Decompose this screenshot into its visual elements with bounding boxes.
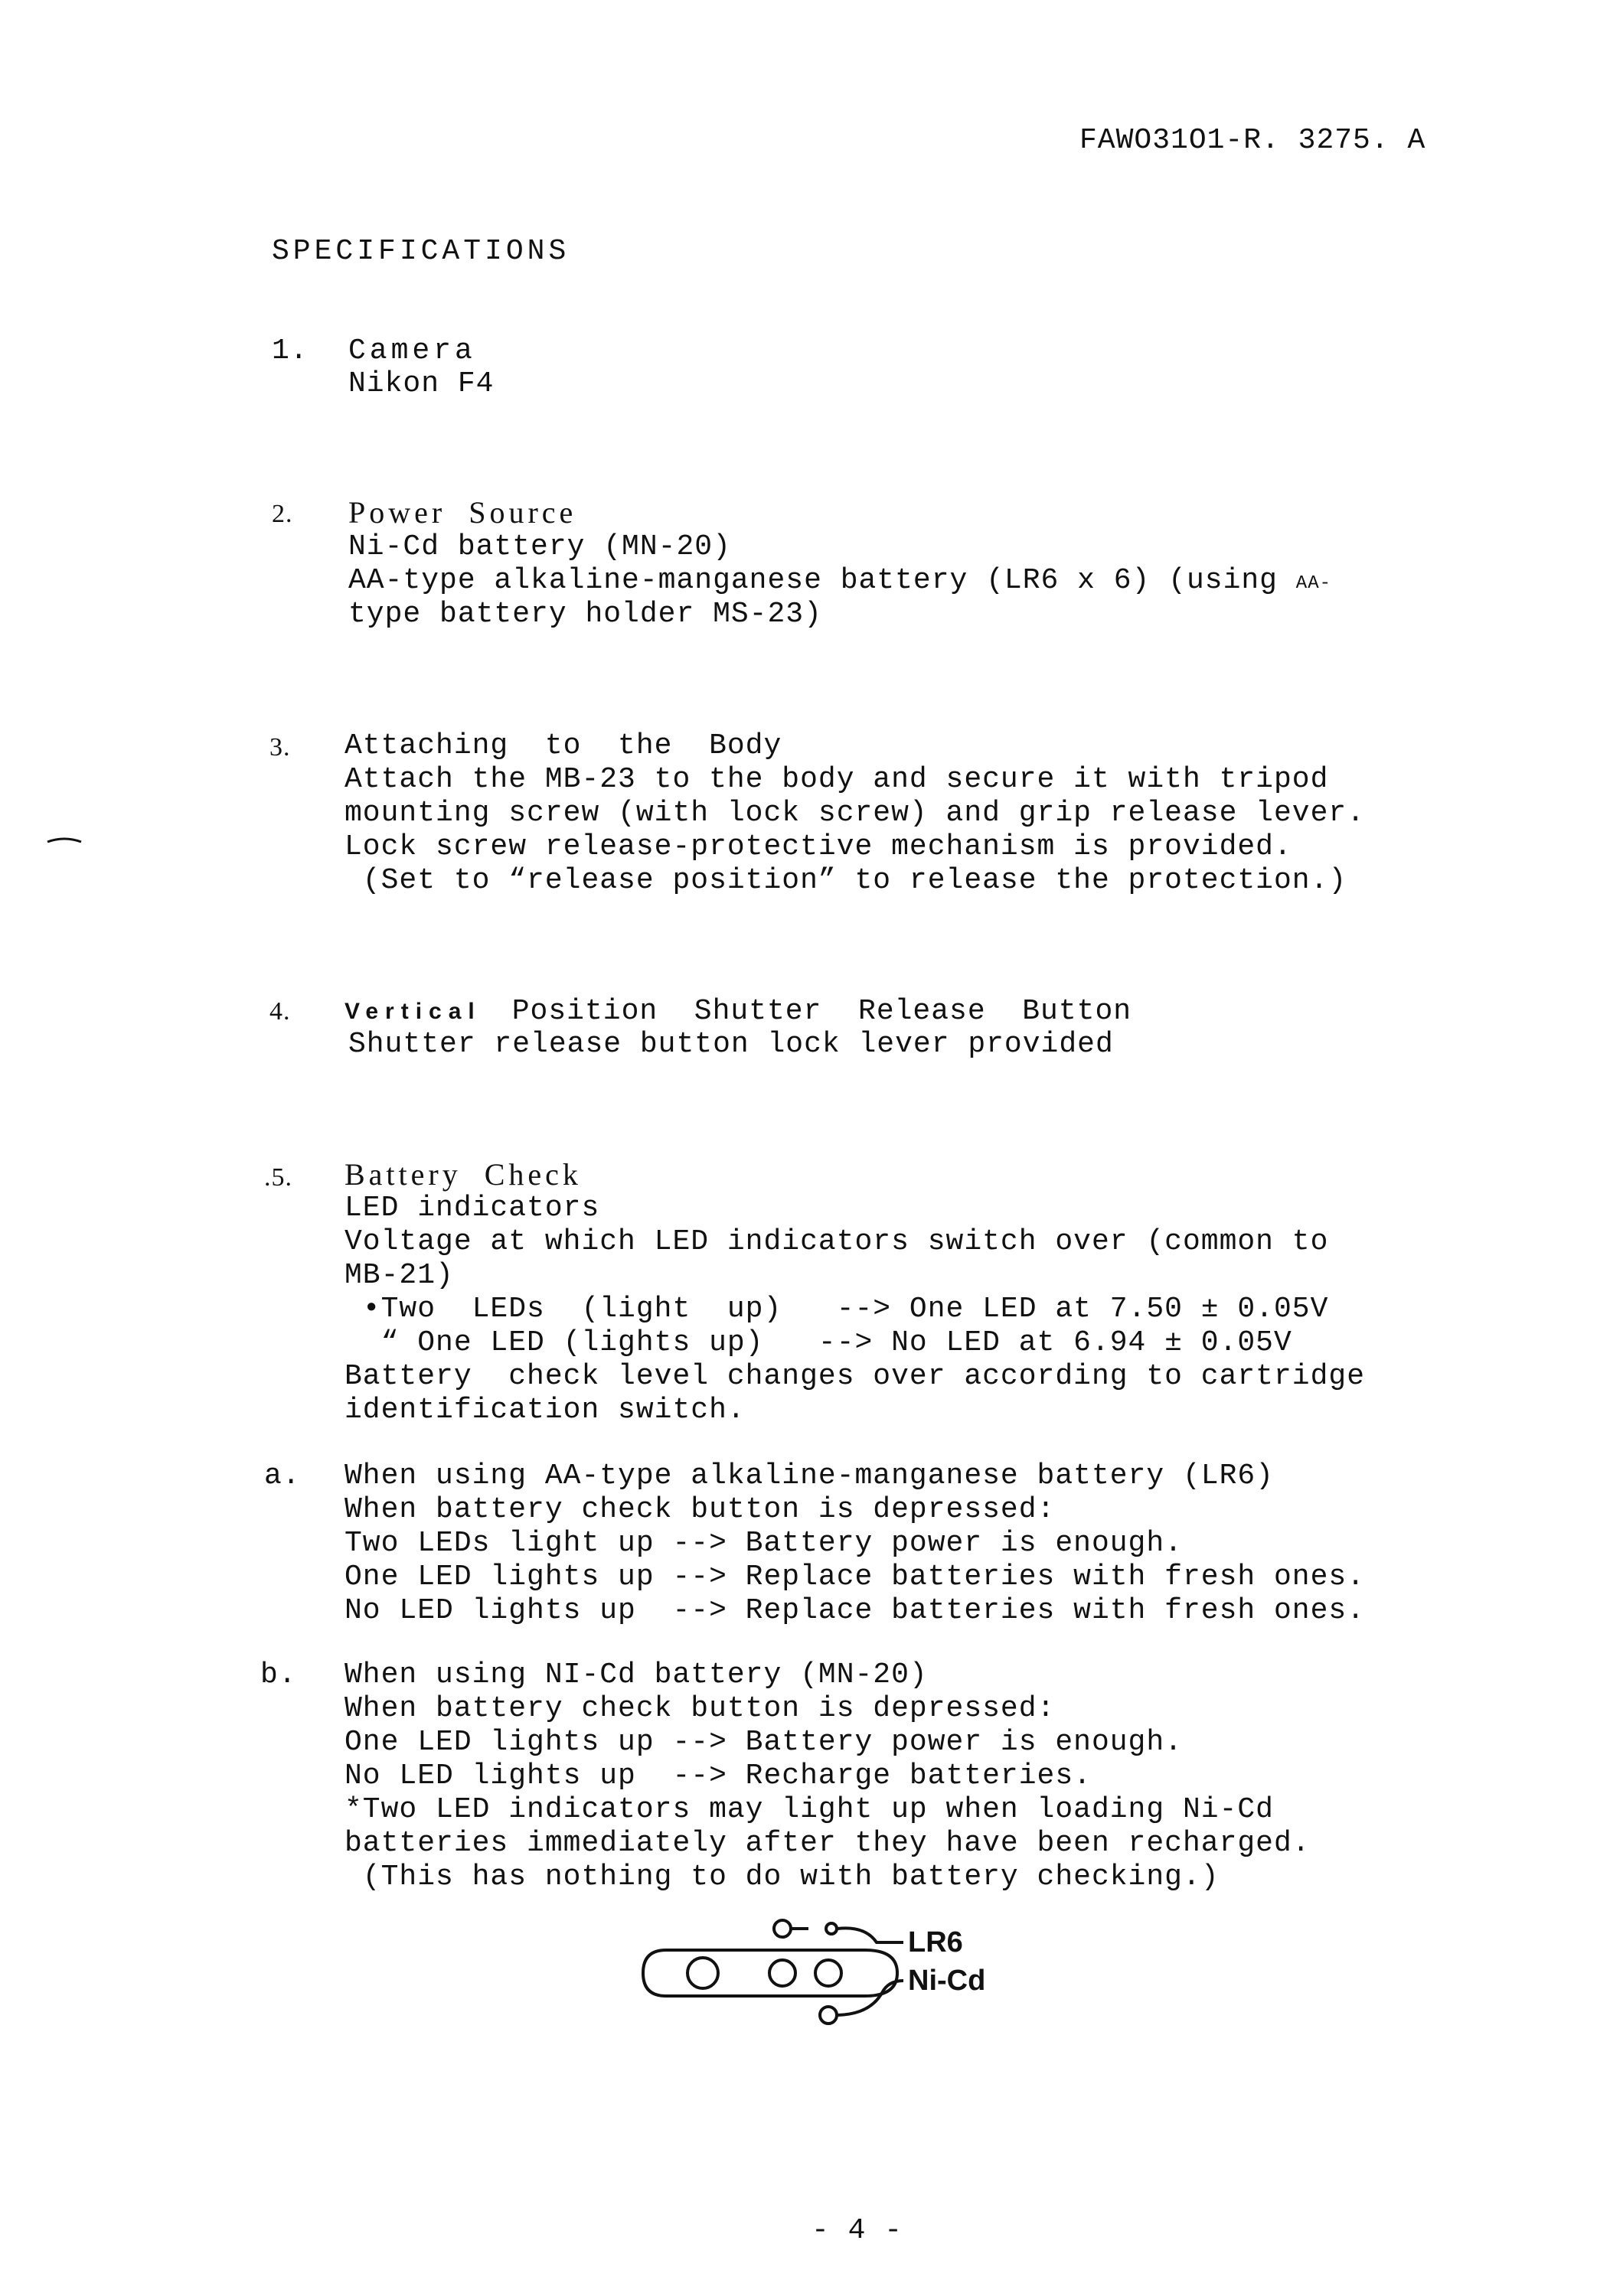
lr6-label: LR6 xyxy=(908,1926,963,1958)
sub-a-line: When using AA-type alkaline-manganese battery (LR6) xyxy=(345,1459,1274,1492)
battery-check-led-diagram xyxy=(612,1906,1026,2028)
section-4-title-rest: Position Shutter Release Button xyxy=(511,995,1132,1028)
section-5-line: •Two LEDs (light up) --> One LED at 7.50 ± 0.05V xyxy=(345,1293,1329,1326)
section-4-line: Shutter release button lock lever provided xyxy=(348,1028,1114,1061)
section-5-line: Battery check level changes over according to cartridge xyxy=(345,1360,1366,1393)
section-5-line: MB-21) xyxy=(345,1259,454,1292)
sub-b-line: When battery check button is depressed: xyxy=(345,1692,1056,1725)
document-code: FAWO31O1-R. 3275. A xyxy=(1079,124,1426,157)
sub-a-line: Two LEDs light up --> Battery power is enough. xyxy=(345,1527,1183,1560)
led-right-icon xyxy=(815,1960,841,1986)
sub-b-line: One LED lights up --> Battery power is enough. xyxy=(345,1726,1183,1759)
led-center-icon xyxy=(769,1960,795,1986)
led-left-icon xyxy=(687,1958,718,1988)
section-5-line: Voltage at which LED indicators switch over (common to xyxy=(345,1225,1329,1258)
section-2-number: 2. xyxy=(272,500,293,528)
nicd-label: Ni-Cd xyxy=(908,1965,986,1997)
section-2-line xyxy=(348,564,1331,600)
lr6-led-marker-icon xyxy=(774,1920,791,1937)
sub-b-label: b. xyxy=(260,1658,297,1691)
lr6-leader-line xyxy=(838,1928,903,1942)
specifications-heading: SPECIFICATIONS xyxy=(272,235,570,268)
section-5-number: .5. xyxy=(264,1163,292,1192)
sub-b-line: *Two LED indicators may light up when loading Ni-Cd xyxy=(345,1793,1274,1826)
section-1-line: Nikon F4 xyxy=(348,367,495,400)
sub-a-line: No LED lights up --> Replace batteries with fresh ones. xyxy=(345,1594,1366,1627)
section-5-line: “ One LED (lights up) --> No LED at 6.94 ± 0.05V xyxy=(345,1326,1292,1359)
sub-a-line: One LED lights up --> Replace batteries with fresh ones. xyxy=(345,1561,1366,1593)
section-2-line: Ni-Cd battery (MN-20) xyxy=(348,530,731,563)
section-5-line: LED indicators xyxy=(345,1192,600,1225)
section-3-line: Lock screw release-protective mechanism is provided. xyxy=(345,830,1292,863)
section-4-number: 4. xyxy=(269,997,291,1026)
section-2-title: Power Source xyxy=(348,495,577,530)
margin-dash-mark xyxy=(46,834,83,846)
sub-a-label: a. xyxy=(264,1459,301,1492)
sub-b-line: No LED lights up --> Recharge batteries. xyxy=(345,1760,1092,1792)
section-3-line: mounting screw (with lock screw) and grip release lever. xyxy=(345,797,1366,830)
sub-b-line: (This has nothing to do with battery checking.) xyxy=(345,1861,1220,1893)
aa-suffix: AA- xyxy=(1295,573,1332,594)
section-3-number: 3. xyxy=(269,733,291,762)
section-4-title xyxy=(345,995,1132,1028)
sub-b-line: When using NI-Cd battery (MN-20) xyxy=(345,1658,928,1691)
nicd-led-marker-icon xyxy=(820,2007,837,2024)
section-3-line: Attach the MB-23 to the body and secure it with tripod xyxy=(345,763,1329,796)
section-3-line: (Set to “release position” to release the protection.) xyxy=(345,864,1347,897)
section-1-title: Camera xyxy=(348,334,476,367)
section-4-title-bold: Vertical xyxy=(345,999,482,1024)
section-1-number: 1. xyxy=(272,334,309,367)
sub-a-line: When battery check button is depressed: xyxy=(345,1493,1056,1526)
section-3-title: Attaching to the Body xyxy=(345,729,782,762)
section-5-line: identification switch. xyxy=(345,1394,746,1427)
page-number: - 4 - xyxy=(812,2214,903,2247)
section-5-title: Battery Check xyxy=(345,1157,582,1192)
section-2-line-text: AA-type alkaline-manganese battery (LR6 x 6) (using xyxy=(348,564,1296,597)
sub-b-line: batteries immediately after they have been recharged. xyxy=(345,1827,1311,1860)
section-2-line: type battery holder MS-23) xyxy=(348,598,822,631)
